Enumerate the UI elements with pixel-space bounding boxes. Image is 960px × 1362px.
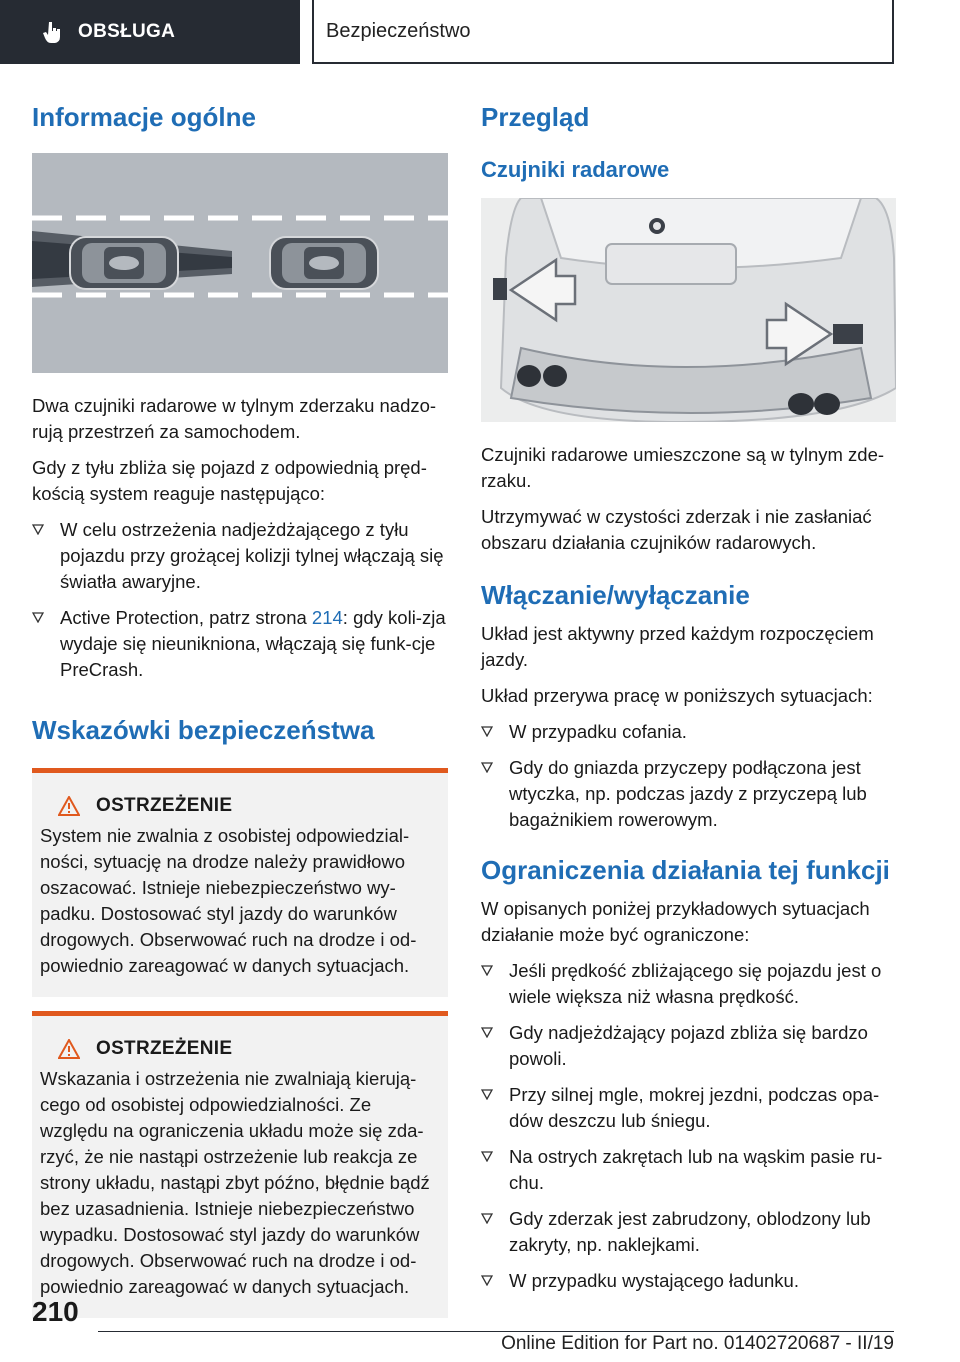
radar-lanes-illustration — [32, 153, 448, 373]
warning-box — [32, 1011, 448, 1318]
list-item-text: Gdy nadjeżdżający pojazd zbliża się bardzo powoli. — [509, 1021, 868, 1069]
bullet-triangle-icon — [481, 1151, 493, 1162]
heading-radar-sensors: Czujniki radarowe — [481, 157, 670, 183]
bullet-triangle-icon — [481, 726, 493, 737]
chapter-tab-label: OBSŁUGA — [78, 21, 176, 42]
list-item-text: Active Protection, patrz strona — [60, 607, 312, 629]
warning-triangle-icon — [58, 796, 80, 816]
edition-note: Online Edition for Part no. 01402720687 - II/19 — [501, 1333, 894, 1354]
paragraph: W opisanych poniżej przykładowych sytuacjach działanie może być ograniczone: — [481, 897, 870, 945]
list-item — [481, 1144, 896, 1196]
bullet-triangle-icon — [32, 524, 44, 535]
paragraph: Gdy z tyłu zbliża się pojazd z odpowiednią pręd-kością system reaguje następująco: — [32, 457, 427, 505]
paragraph: Utrzymywać w czystości zderzak i nie zasłaniać obszaru działania czujników radarowych. — [481, 505, 872, 553]
paragraph: Układ przerywa pracę w poniższych sytuacjach: — [481, 684, 873, 706]
section-title: Bezpieczeństwo — [312, 0, 894, 64]
list-item — [481, 1206, 896, 1258]
list-item — [481, 1020, 896, 1072]
heading-general-info: Informacje ogólne — [32, 102, 256, 132]
list-item-text: Na ostrych zakrętach lub na wąskim pasie ru-chu. — [509, 1145, 883, 1193]
warning-title: OSTRZEŻENIE — [96, 795, 233, 817]
bullet-triangle-icon — [481, 1089, 493, 1100]
heading-on-off: Włączanie/wyłączanie — [481, 579, 750, 610]
heading-limitations: Ograniczenia działania tej funkcji — [481, 854, 890, 885]
list-item — [481, 1082, 896, 1134]
warning-text: System nie zwalnia z osobistej odpowiedzial-ności, sytuację na drodze należy prawidłowo oszacować. Istnieje niebezpieczeństwo wy-padku. Dostosować styl jazdy do warunków drogowych. Obserwować ruch na drodze i od-powiednio zareagować w danych sytuacjach. — [40, 825, 417, 977]
right-column — [481, 96, 896, 1294]
bullet-triangle-icon — [481, 1027, 493, 1038]
warning-box — [32, 768, 448, 997]
list-item-text: : gdy koli-zja wydaje się nieunikniona, włączają się funk-cje PreCrash. — [60, 607, 446, 681]
limitations-list — [481, 958, 896, 1294]
warning-text: Wskazania i ostrzeżenia nie zwalniają kierują-cego od osobistej odpowiedzialności. Ze względu na ograniczenia układu może się zda-rzyć, że nie nastąpi ostrzeżenie lub reakcja ze strony układu, nastąpi zbyt późno, błędnie bądź bez uzasadnienia. Istnieje niebezpieczeństwo wypadku. Dostosować styl jazdy do warunków drogowych. Obserwować ruch na drodze i od-powiednio zareagować w danych sytuacjach. — [40, 1068, 430, 1298]
page-number: 210 — [32, 1296, 79, 1327]
list-item-text: Przy silnej mgle, mokrej jezdni, podczas opa-dów deszczu lub śniegu. — [509, 1083, 880, 1131]
left-column — [32, 96, 448, 1318]
footer-divider — [98, 1331, 894, 1332]
chapter-tab[interactable] — [0, 0, 300, 64]
hand-pointer-icon — [42, 21, 62, 43]
heading-safety-tips: Wskazówki bezpieczeństwa — [32, 715, 375, 746]
bullet-triangle-icon — [32, 612, 44, 623]
warning-triangle-icon — [58, 1039, 80, 1059]
heading-overview: Przegląd — [481, 102, 590, 132]
list-item-text: W przypadku wystającego ładunku. — [509, 1269, 799, 1291]
paragraph: Układ jest aktywny przed każdym rozpoczęciem jazdy. — [481, 622, 874, 670]
list-item — [481, 755, 896, 833]
list-item-text: Jeśli prędkość zbliżającego się pojazdu jest o wiele większa niż własna prędkość. — [509, 959, 882, 1007]
list-item-text: Gdy do gniazda przyczepy podłączona jest wtyczka, np. podczas jazdy z przyczepą lub bagażnikiem rowerowym. — [509, 756, 867, 830]
bullet-triangle-icon — [481, 1213, 493, 1224]
reaction-list — [32, 517, 448, 683]
bullet-triangle-icon — [481, 1275, 493, 1286]
list-item-text: W celu ostrzeżenia nadjeżdżającego z tyłu pojazdu przy grożącej kolizji tylnej włączają się światła awaryjne. — [60, 519, 444, 593]
list-item-text: W przypadku cofania. — [509, 720, 687, 742]
paragraph: Czujniki radarowe umieszczone są w tylnym zde-rzaku. — [481, 443, 885, 491]
warning-title: OSTRZEŻENIE — [96, 1038, 233, 1060]
list-item-text: Gdy zderzak jest zabrudzony, oblodzony lub zakryty, np. naklejkami. — [509, 1207, 871, 1255]
pause-conditions-list — [481, 719, 896, 833]
list-item — [32, 517, 448, 595]
rear-bumper-illustration — [481, 198, 896, 422]
list-item — [32, 605, 448, 683]
list-item — [481, 719, 896, 745]
bullet-triangle-icon — [481, 965, 493, 976]
bullet-triangle-icon — [481, 762, 493, 773]
list-item — [481, 958, 896, 1010]
paragraph: Dwa czujniki radarowe w tylnym zderzaku nadzo-rują przestrzeń za samochodem. — [32, 395, 437, 443]
list-item — [481, 1268, 896, 1294]
page-reference-link[interactable]: 214 — [311, 607, 343, 629]
